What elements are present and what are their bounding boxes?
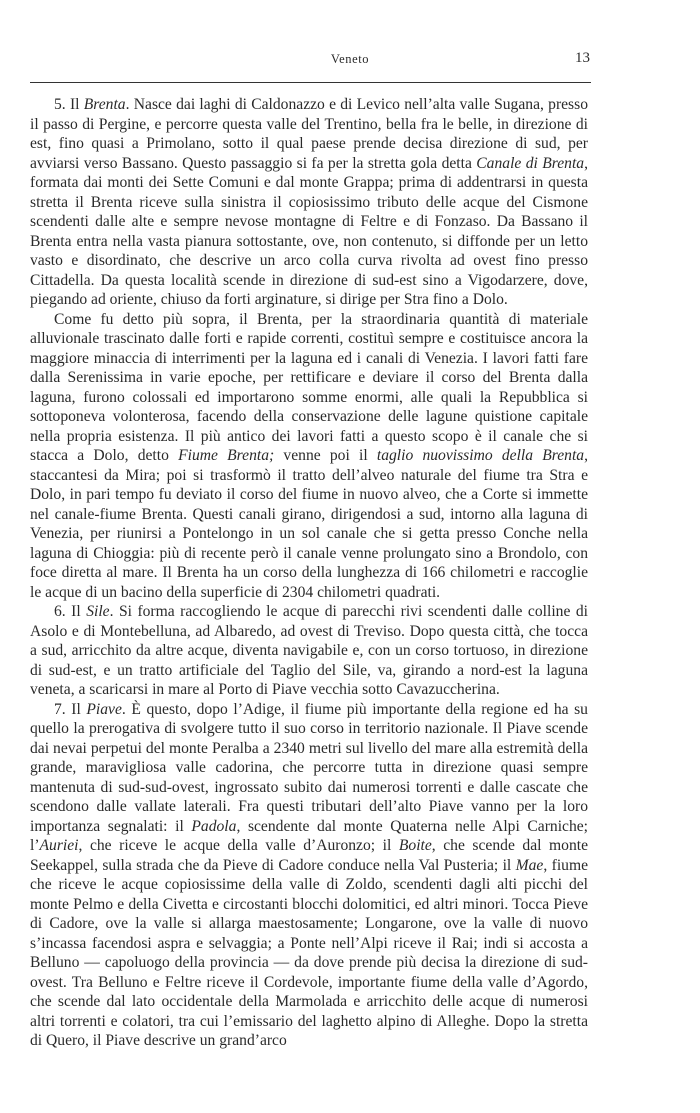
body-text <box>30 95 588 1051</box>
paragraph-brenta-intro <box>30 95 588 310</box>
text-run: , staccantesi da Mira; poi si trasformò il tratto dell’alveo naturale del fiume tra Stra e Dolo, in pari tempo fu deviato il corso del fiume in nuovo alveo, che a Corte si immette nel canale-fiume Brenta. Questi canali girano, dirigendosi a sud, intorno alla laguna di Venezia, per riunirsi a Pontelongo in un sol canale che si getta presso Conche nella laguna di Chioggia: più di recente però il canale venne prolungato sino a Brondolo, con foce diretta al mare. Il Brenta ha un corso della lunghezza di 166 chilometri e raccoglie le acque di un bacino della superficie di 2304 chilometri quadrati. <box>30 447 589 601</box>
italic-term: Mae <box>515 856 544 874</box>
italic-term: Brenta <box>83 96 126 113</box>
text-run: , scendente dal monte Quaterna nelle Alpi Carniche; l’ <box>30 817 588 854</box>
paragraph-brenta-works <box>30 310 588 603</box>
italic-term: Padola <box>191 817 237 835</box>
italic-term: Canale di Brenta <box>476 154 585 172</box>
text-run: , che scende dal monte Seekappel, sulla strada che da Pieve di Cadore conduce nella Val Pusteria; il <box>30 837 588 874</box>
italic-term: taglio nuovissimo della Brenta <box>376 447 585 464</box>
text-run: , fiume che riceve le acque copiosissime della valle di Zoldo, scendenti dagli alti picchi del monte Pelmo e della Civetta e circostanti blocchi dolomitici, ed altri minori. Tocca Pieve di Cadore, ove la valle si allarga maestosamente; Longarone, ove la valle di nuovo s’incassa facendosi aspra e selvaggia; a Ponte nell’Alpi riceve il Rai; indi si accosta a Belluno — capoluogo della provincia — da dove prende più decisa la direzione di sud-ovest. Tra Belluno e Feltre riceve il Cordevole, importante fiume della valle d’Agordo, che scende dal lato occidentale della Marmolada e arricchito delle acque di numerosi altri torrenti e colatori, tra cui l’emissario del laghetto alpino di Alleghe. Dopo la stretta di Quero, il Piave descrive un grand’arco <box>30 856 589 1049</box>
text-run: . Si forma raccogliendo le acque di parecchi rivi scendenti dalle colline di Asolo e di Montebelluna, ad Albaredo, ad ovest di Treviso. Dopo questa città, che tocca a sud, arricchito da altre acque, diventa navigabile e, con un corso tortuoso, in direzione di sud-est, e un tratto artificiale del Taglio del Sile, va, girando a nord-est la laguna veneta, a scaricarsi in mare al Porto di Piave vecchia sotto Cavazuccherina. <box>30 603 588 698</box>
text-run: Come fu detto più sopra, il Brenta, per la straordinaria quantità di materiale alluvionale trascinato dalle forti e rapide correnti, costituì sempre e costituisce ancora la maggiore minaccia di interrimenti per la laguna ed i canali di Venezia. I lavori fatti fare dalla Serenissima in varie epoche, per rettificare e deviare il corso del Brenta dalla laguna, furono colossali ed importarono somme enormi, alle quali la Repubblica si sottoponeva volonterosa, facendo della conservazione delle lagune quistione capitale nella propria esistenza. Il più antico dei lavori fatti a questo scopo è il canale che si stacca a Dolo, detto <box>30 310 588 464</box>
text-run: 7. Il <box>54 700 87 718</box>
text-run: , formata dai monti dei Sette Comuni e dal monte Grappa; prima di addentrarsi in questa stretta il Brenta riceve sulla sinistra il copiosissimo tributo delle acque del Cismone scendenti dalle alte e sempre nevose montagne di Feltre e di Fonzaso. Da Bassano il Brenta entra nella vasta pianura sottostante, ove, non contenuto, si diffonde per un letto vasto e disordinato, che descrive un arco colla curva rivolta ad ovest fino presso Cittadella. Da questa località scende in direzione di sud-est sino a Vigodarzere, dove, piegando ad oriente, chiuso da forti arginature, si dirige per Stra fino a Dolo. <box>30 154 588 308</box>
text-run: 5. Il <box>54 96 84 113</box>
text-run: , che riceve le acque della valle d’Auronzo; il <box>78 837 399 854</box>
italic-term: Boite <box>398 837 432 854</box>
text-run: venne poi il <box>274 447 377 464</box>
text-run: . È questo, dopo l’Adige, il fiume più importante della regione ed ha su quello la prerogativa di svolgere tutto il suo corso in territorio nazionale. Il Piave scende dai nevai perpetui del monte Peralba a 2340 metri sul livello del mare alla estremità della grande, maravigliosa valle cadorina, che percorre tutta in direzione quasi sempre mantenuta di sud-sud-ovest, ingrossato subito dai numerosi torrenti e dalle cascate che scendono dalle vallate laterali. Fra questi tributari dell’alto Piave vanno per la loro importanza segnalati: il <box>30 700 588 835</box>
page-number: 13 <box>575 50 590 66</box>
italic-term: Sile <box>86 603 110 620</box>
italic-term: Fiume Brenta; <box>178 447 275 464</box>
text-run: 6. Il <box>54 603 87 620</box>
page-header <box>30 50 670 72</box>
paragraph-piave <box>30 700 588 1051</box>
italic-term: Piave <box>86 700 122 718</box>
paragraph-sile <box>30 602 588 700</box>
header-rule <box>30 82 591 83</box>
italic-term: Auriei <box>39 837 79 854</box>
text-run: . Nasce dai laghi di Caldonazzo e di Levico nell’alta valle Sugana, presso il passo di Pergine, e percorre questa valle del Trentino, bella fra le belle, in direzione di est, fino quasi a Primolano, sotto il qual paese prende decisa direzione di sud, per avviarsi verso Bassano. Questo passaggio si fa per la stretta gola detta <box>30 96 588 172</box>
running-head: Veneto <box>330 52 370 66</box>
